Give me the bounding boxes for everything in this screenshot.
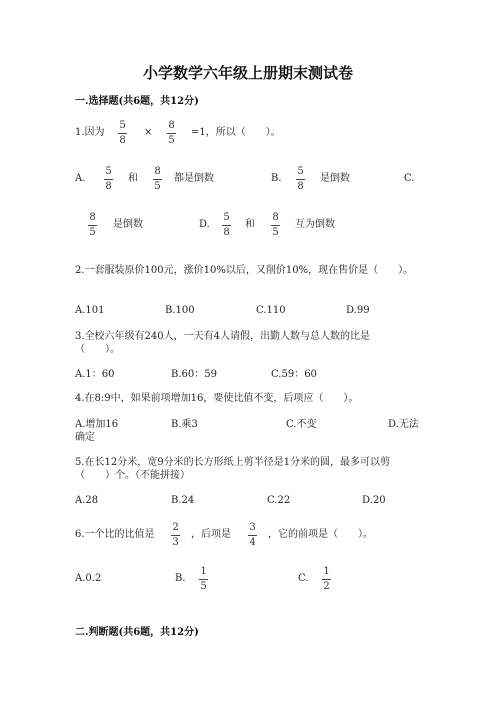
q4-option-d-continued: 确定 <box>75 432 95 443</box>
fraction-denominator: 8 <box>105 181 112 192</box>
fraction-bar <box>88 225 97 226</box>
q3-option-b: B.60：59 <box>171 369 217 380</box>
q2-option-c: C.110 <box>256 305 286 316</box>
q6-mid: ，后项是 <box>191 529 231 540</box>
fraction-bar <box>118 133 127 134</box>
fraction-numerator: 3 <box>249 522 256 533</box>
q3-option-c: C.59：60 <box>271 369 317 380</box>
fraction-denominator: 8 <box>223 227 230 238</box>
q1-option-d-fraction-1 <box>222 212 231 238</box>
fraction-numerator: 5 <box>223 212 230 223</box>
q6-prefix: 6.一个比的比值是 <box>75 529 155 540</box>
q2-option-a: A.101 <box>75 305 105 316</box>
q2-option-b: B.100 <box>165 305 195 316</box>
fraction-bar <box>167 133 176 134</box>
fraction-denominator: 5 <box>168 135 175 146</box>
fraction-denominator: 5 <box>272 227 279 238</box>
q5-line2: （ ）个。（不能拼接） <box>75 470 190 481</box>
fraction-bar <box>248 535 257 536</box>
q2-text: 2.一套服装原价100元，涨价10%以后，又削价10%，现在售价是（ ）。 <box>75 265 414 276</box>
fraction-numerator: 2 <box>172 522 179 533</box>
fraction-denominator: 2 <box>323 581 330 592</box>
fraction-bar <box>296 179 305 180</box>
q6-option-b-label: B. <box>175 573 186 584</box>
q1-option-a-text: 都是倒数 <box>174 173 214 184</box>
q4-option-d: D.无法 <box>388 419 419 430</box>
fraction-numerator: 5 <box>119 120 126 131</box>
q2-option-d: D.99 <box>346 305 370 316</box>
fraction-bar <box>171 535 180 536</box>
fraction-denominator: 8 <box>297 181 304 192</box>
q4-option-b: B.乘3 <box>171 419 198 430</box>
q6-option-c-label: C. <box>298 573 309 584</box>
q1-option-b-label: B. <box>271 173 282 184</box>
q1-option-d-fraction-2 <box>271 212 280 238</box>
fraction-bar <box>322 579 331 580</box>
q6-ratio-fraction <box>171 522 180 548</box>
q1-option-d-label: D. <box>199 219 210 230</box>
fraction-bar <box>153 179 162 180</box>
q6-option-a: A.0.2 <box>75 573 102 584</box>
q3-line1: 3.全校六年级有240人，一天有4人请假，出勤人数与总人数的比是 <box>75 331 370 342</box>
q1-option-a-label: A. <box>75 173 86 184</box>
fraction-denominator: 8 <box>119 135 126 146</box>
fraction-bar <box>104 179 113 180</box>
q6-suffix: ，它的前项是（ ）。 <box>268 529 373 540</box>
q3-line2: （ ）。 <box>75 344 120 355</box>
fraction-denominator: 3 <box>172 537 179 548</box>
q1-option-d-and: 和 <box>245 219 255 230</box>
q1-option-a-fraction-1 <box>104 166 113 192</box>
q1-fraction-a <box>118 120 127 146</box>
q1-prefix: 1.因为 <box>75 127 105 138</box>
q6-option-c-fraction <box>322 566 331 592</box>
q3-option-a: A.1：60 <box>75 369 115 380</box>
q6-back-fraction <box>248 522 257 548</box>
q4-option-c: C.不变 <box>286 419 317 430</box>
fraction-numerator: 1 <box>323 566 330 577</box>
q1-option-d-text: 互为倒数 <box>295 219 335 230</box>
q6-option-b-fraction <box>199 566 208 592</box>
fraction-numerator: 8 <box>272 212 279 223</box>
section-judgment-heading: 二.判断题(共6题，共12分) <box>75 627 199 638</box>
fraction-denominator: 5 <box>154 181 161 192</box>
fraction-numerator: 8 <box>89 212 96 223</box>
fraction-numerator: 8 <box>154 166 161 177</box>
q4-text: 4.在8:9中，如果前项增加16，要使比值不变，后项应（ ）。 <box>75 393 359 404</box>
fraction-numerator: 5 <box>297 166 304 177</box>
q1-fraction-b <box>167 120 176 146</box>
q5-option-a: A.28 <box>75 495 99 506</box>
q5-line1: 5.在长12分米，宽9分米的长方形纸上剪半径是1分米的圆，最多可以剪 <box>75 457 390 468</box>
q4-option-a: A.增加16 <box>75 419 119 430</box>
fraction-bar <box>199 579 208 580</box>
q1-option-c-fraction <box>88 212 97 238</box>
q1-option-c-label: C. <box>404 173 415 184</box>
q1-option-a-and: 和 <box>128 173 138 184</box>
page-title: 小学数学六年级上册期末测试卷 <box>143 64 354 82</box>
q1-suffix: =1，所以（ ）。 <box>191 127 281 138</box>
q1-option-a-fraction-2 <box>153 166 162 192</box>
fraction-bar <box>271 225 280 226</box>
fraction-numerator: 1 <box>200 566 207 577</box>
q1-option-b-fraction <box>296 166 305 192</box>
q5-option-d: D.20 <box>362 495 386 506</box>
fraction-numerator: 5 <box>105 166 112 177</box>
q1-times-sign: × <box>144 127 153 138</box>
fraction-denominator: 4 <box>249 537 256 548</box>
fraction-numerator: 8 <box>168 120 175 131</box>
q1-option-b-text: 是倒数 <box>320 173 350 184</box>
q5-option-b: B.24 <box>171 495 195 506</box>
fraction-bar <box>222 225 231 226</box>
section-choice-heading: 一.选择题(共6题，共12分) <box>75 96 199 107</box>
fraction-denominator: 5 <box>200 581 207 592</box>
fraction-denominator: 5 <box>89 227 96 238</box>
q5-option-c: C.22 <box>267 495 291 506</box>
q1-option-c-text: 是倒数 <box>113 219 143 230</box>
